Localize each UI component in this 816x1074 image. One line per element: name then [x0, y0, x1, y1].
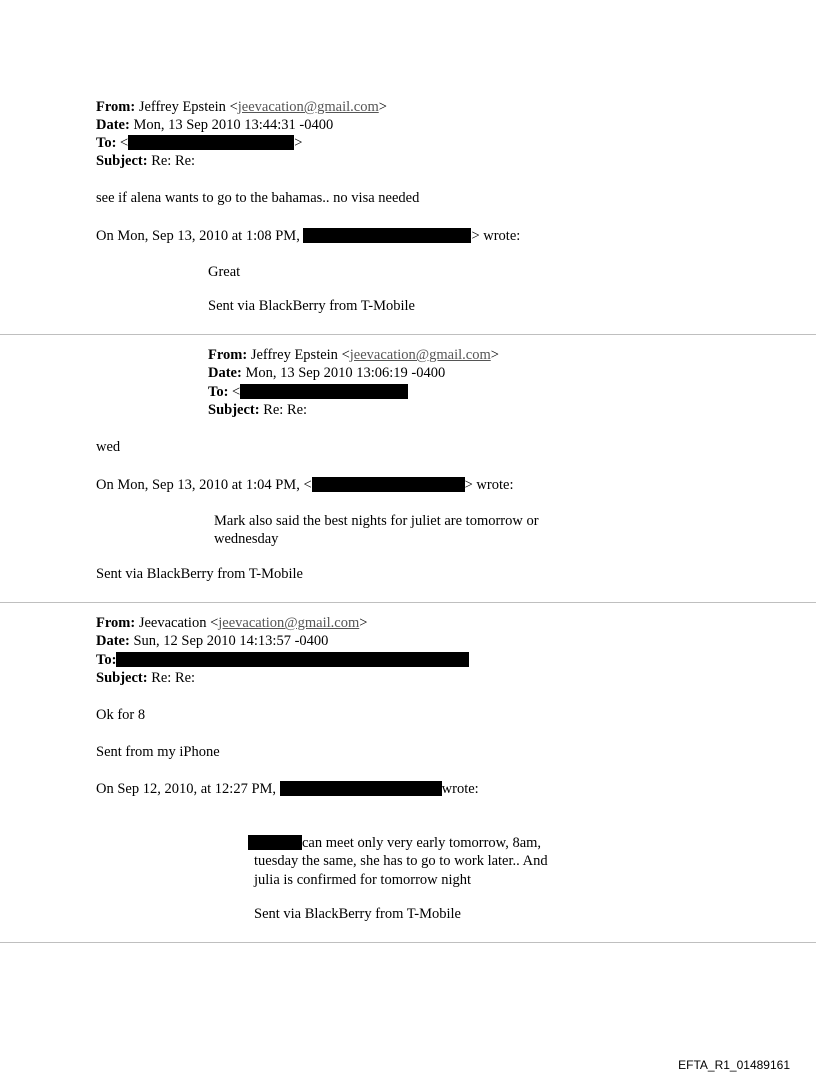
redaction-block	[240, 384, 408, 399]
redaction-block	[303, 228, 471, 243]
redaction-block	[280, 781, 442, 796]
subject-label: Subject:	[96, 153, 148, 169]
redaction-block	[128, 135, 294, 150]
email3-subject-line	[96, 669, 195, 687]
email2-signature: Sent via BlackBerry from T-Mobile	[96, 566, 303, 582]
from-name: Jeffrey Epstein	[138, 99, 226, 115]
email3-quote-signature: Sent via BlackBerry from T-Mobile	[254, 906, 461, 922]
wrote-suffix: > wrote:	[464, 477, 514, 493]
document-id: EFTA_R1_01489161	[678, 1058, 790, 1072]
email1-body: see if alena wants to go to the bahamas.. no visa needed	[96, 190, 420, 206]
email3-quote-line2: tuesday the same, she has to go to work later.. And	[254, 853, 548, 869]
email3-body: Ok for 8	[96, 707, 146, 723]
wrote-prefix: On Mon, Sep 13, 2010 at 1:08 PM,	[96, 228, 300, 244]
email1-subject-line	[96, 152, 195, 170]
to-label: To:	[96, 135, 117, 151]
email3-wrote-line	[96, 780, 479, 798]
redaction-block	[248, 835, 302, 850]
email3-date-line	[96, 632, 328, 650]
wrote-prefix: On Mon, Sep 13, 2010 at 1:04 PM, <	[96, 477, 312, 493]
email1-quote-line1: Great	[208, 264, 241, 280]
email2-subject-line	[208, 401, 307, 419]
date-value: Sun, 12 Sep 2010 14:13:57 -0400	[133, 633, 329, 649]
date-label: Date:	[96, 633, 130, 649]
wrote-suffix: > wrote:	[471, 228, 521, 244]
wrote-prefix: On Sep 12, 2010, at 12:27 PM,	[96, 781, 277, 797]
redaction-block	[116, 652, 469, 667]
from-name: Jeevacation	[138, 615, 207, 631]
email1-from-line: From: Jeffrey Epstein <jeevacation@gmail.com>	[96, 99, 387, 115]
divider	[0, 942, 816, 943]
subject-label: Subject:	[96, 670, 148, 686]
divider	[0, 602, 816, 603]
email1-quote-signature: Sent via BlackBerry from T-Mobile	[208, 298, 415, 314]
email3-quote-line1	[248, 834, 541, 852]
date-label: Date:	[96, 117, 130, 133]
divider	[0, 334, 816, 335]
from-email-link[interactable]: jeevacation@gmail.com	[218, 615, 360, 631]
subject-value: Re: Re:	[151, 670, 196, 686]
email2-quote-line2: wednesday	[214, 531, 279, 547]
from-label: From:	[208, 347, 248, 363]
email2-quote-line1: Mark also said the best nights for juliet are tomorrow or	[214, 513, 539, 529]
email1-wrote-line	[96, 227, 520, 245]
redaction-block	[312, 477, 465, 492]
email1-to-line: To: < >	[96, 135, 303, 151]
email1-date-line	[96, 116, 333, 134]
subject-value: Re: Re:	[263, 402, 308, 418]
email2-date-line	[208, 364, 445, 382]
email2-wrote-line	[96, 476, 513, 494]
to-label: To:	[96, 652, 117, 668]
email3-from-line: From: Jeevacation <jeevacation@gmail.com>	[96, 615, 368, 631]
email2-body: wed	[96, 439, 121, 455]
from-label: From:	[96, 99, 136, 115]
subject-value: Re: Re:	[151, 153, 196, 169]
email3-to-line	[96, 651, 469, 669]
date-label: Date:	[208, 365, 242, 381]
from-label: From:	[96, 615, 136, 631]
date-value: Mon, 13 Sep 2010 13:44:31 -0400	[133, 117, 334, 133]
from-email-link[interactable]: jeevacation@gmail.com	[237, 99, 379, 115]
subject-label: Subject:	[208, 402, 260, 418]
from-name: Jeffrey Epstein	[250, 347, 338, 363]
email3-mobile-signature: Sent from my iPhone	[96, 744, 220, 760]
email2-to-line: To: <	[208, 383, 408, 401]
wrote-suffix: wrote:	[441, 781, 479, 797]
email3-quote-line3: julia is confirmed for tomorrow night	[254, 872, 472, 888]
email2-from-line: From: Jeffrey Epstein <jeevacation@gmail.com>	[208, 347, 499, 363]
quote-text: can meet only very early tomorrow, 8am,	[302, 835, 542, 851]
to-label: To:	[208, 384, 229, 400]
from-email-link[interactable]: jeevacation@gmail.com	[349, 347, 491, 363]
date-value: Mon, 13 Sep 2010 13:06:19 -0400	[245, 365, 446, 381]
